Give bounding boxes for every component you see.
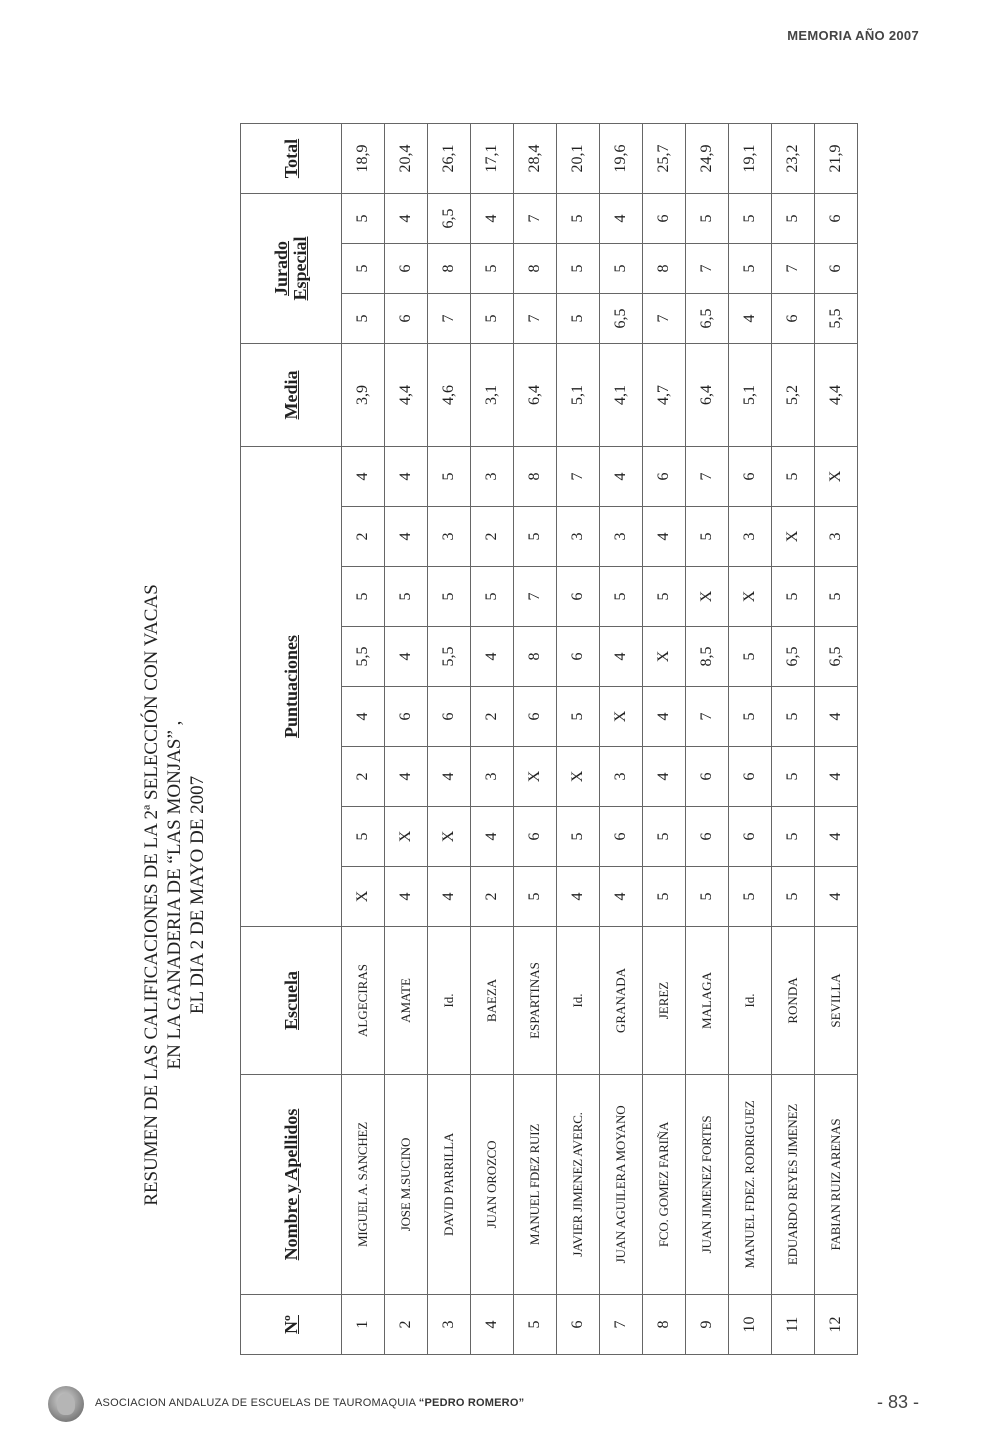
jurado-cell: 6,5 — [428, 194, 471, 244]
footer-text — [95, 1397, 524, 1409]
score-cell: 6,5 — [772, 627, 815, 687]
row-number: 8 — [643, 1295, 686, 1355]
score-cell: 4 — [600, 447, 643, 507]
header-jurado-line-2: Especial — [290, 236, 310, 301]
score-cell: X — [643, 627, 686, 687]
score-cell: 5 — [729, 687, 772, 747]
score-cell: 4 — [815, 807, 858, 867]
score-cell: 5 — [342, 567, 385, 627]
score-cell: 5 — [428, 567, 471, 627]
score-cell: 5 — [772, 687, 815, 747]
total-cell: 24,9 — [686, 124, 729, 194]
score-cell: 5 — [686, 507, 729, 567]
grades-table — [240, 123, 858, 1355]
jurado-cell: 7 — [428, 294, 471, 344]
score-cell: 4 — [385, 867, 428, 927]
score-cell: 2 — [342, 507, 385, 567]
score-cell: 5 — [772, 867, 815, 927]
score-cell: 6,5 — [815, 627, 858, 687]
title-line-3: EL DIA 2 DE MAYO DE 2007 — [187, 775, 208, 1015]
row-number: 5 — [514, 1295, 557, 1355]
header-label: MEMORIA AÑO 2007 — [787, 28, 919, 43]
media-cell: 4,4 — [385, 344, 428, 447]
total-cell: 23,2 — [772, 124, 815, 194]
score-cell: 5 — [557, 807, 600, 867]
score-cell: 4 — [557, 867, 600, 927]
school-name: Id. — [557, 927, 600, 1075]
row-number: 12 — [815, 1295, 858, 1355]
jurado-cell: 5 — [600, 244, 643, 294]
media-cell: 4,7 — [643, 344, 686, 447]
table-row — [557, 124, 600, 1355]
header-puntuaciones: Puntuaciones — [241, 447, 342, 927]
jurado-cell: 5 — [471, 244, 514, 294]
student-name: JUAN AGUILERA MOYANO — [600, 1075, 643, 1295]
title-line-2: EN LA GANADERIA DE “LAS MONJAS” , — [164, 720, 185, 1070]
jurado-cell: 7 — [643, 294, 686, 344]
school-name: BAEZA — [471, 927, 514, 1075]
header-name: Nombre y Apellidos — [241, 1075, 342, 1295]
score-cell: 4 — [600, 867, 643, 927]
score-cell: X — [686, 567, 729, 627]
score-cell: X — [342, 867, 385, 927]
score-cell: 4 — [643, 747, 686, 807]
score-cell: 2 — [471, 867, 514, 927]
rotated-content — [140, 75, 844, 1355]
score-cell: 4 — [428, 747, 471, 807]
score-cell: X — [557, 747, 600, 807]
table-row — [471, 124, 514, 1355]
score-cell: 5 — [643, 807, 686, 867]
row-number: 10 — [729, 1295, 772, 1355]
table-row — [514, 124, 557, 1355]
score-cell: 5 — [514, 507, 557, 567]
jurado-cell: 8 — [514, 244, 557, 294]
row-number: 9 — [686, 1295, 729, 1355]
score-cell: 6 — [729, 807, 772, 867]
school-name: MALAGA — [686, 927, 729, 1075]
score-cell: 3 — [815, 507, 858, 567]
total-cell: 25,7 — [643, 124, 686, 194]
total-cell: 19,1 — [729, 124, 772, 194]
media-cell: 5,1 — [729, 344, 772, 447]
score-cell: 5 — [772, 747, 815, 807]
score-cell: 6 — [643, 447, 686, 507]
jurado-cell: 6 — [385, 244, 428, 294]
school-name: GRANADA — [600, 927, 643, 1075]
total-cell: 20,4 — [385, 124, 428, 194]
header-jurado-line-1: Jurado — [271, 241, 291, 297]
school-name: ESPARTINAS — [514, 927, 557, 1075]
footer-association: ASOCIACION ANDALUZA DE ESCUELAS DE TAUROMAQUIA — [95, 1397, 419, 1409]
media-cell: 3,1 — [471, 344, 514, 447]
table-row — [686, 124, 729, 1355]
jurado-cell: 5 — [557, 294, 600, 344]
score-cell: 6 — [385, 687, 428, 747]
score-cell: 2 — [471, 687, 514, 747]
score-cell: 3 — [471, 447, 514, 507]
jurado-cell: 4 — [729, 294, 772, 344]
score-cell: 6 — [557, 627, 600, 687]
total-cell: 18,9 — [342, 124, 385, 194]
table-row — [600, 124, 643, 1355]
total-cell: 26,1 — [428, 124, 471, 194]
score-cell: 5 — [686, 867, 729, 927]
score-cell: 6 — [686, 807, 729, 867]
jurado-cell: 5 — [729, 244, 772, 294]
jurado-cell: 5,5 — [815, 294, 858, 344]
school-name: SEVILLA — [815, 927, 858, 1075]
table-row — [815, 124, 858, 1355]
school-name: RONDA — [772, 927, 815, 1075]
school-name: AMATE — [385, 927, 428, 1075]
header-school: Escuela — [241, 927, 342, 1075]
jurado-cell: 6 — [815, 244, 858, 294]
score-cell: X — [815, 447, 858, 507]
score-cell: 5,5 — [342, 627, 385, 687]
jurado-cell: 5 — [342, 194, 385, 244]
score-cell: 3 — [557, 507, 600, 567]
score-cell: 3 — [600, 507, 643, 567]
table-row — [385, 124, 428, 1355]
grades-body — [342, 124, 858, 1355]
score-cell: 6 — [686, 747, 729, 807]
score-cell: 7 — [514, 567, 557, 627]
score-cell: 7 — [686, 687, 729, 747]
score-cell: 8,5 — [686, 627, 729, 687]
score-cell: X — [729, 567, 772, 627]
score-cell: 8 — [514, 447, 557, 507]
score-cell: 5 — [643, 567, 686, 627]
table-row — [428, 124, 471, 1355]
score-cell: 5 — [557, 687, 600, 747]
jurado-cell: 6 — [772, 294, 815, 344]
student-name: JUAN JIMENEZ FORTES — [686, 1075, 729, 1295]
footer-association-name: “PEDRO ROMERO” — [418, 1397, 525, 1409]
jurado-cell: 5 — [729, 194, 772, 244]
title-line-1: RESUMEN DE LAS CALIFICACIONES DE LA 2ª SELECCIÓN CON VACAS — [141, 584, 162, 1206]
media-cell: 4,4 — [815, 344, 858, 447]
student-name: FCO. GOMEZ FARIÑA — [643, 1075, 686, 1295]
header-num: Nº — [241, 1295, 342, 1355]
score-cell: 3 — [600, 747, 643, 807]
score-cell: X — [428, 807, 471, 867]
score-cell: 4 — [342, 687, 385, 747]
score-cell: 4 — [385, 627, 428, 687]
score-cell: X — [600, 687, 643, 747]
page-number: - 83 - — [876, 1392, 919, 1412]
score-cell: 4 — [643, 507, 686, 567]
score-cell: 7 — [557, 447, 600, 507]
score-cell: 5 — [815, 567, 858, 627]
score-cell: 4 — [471, 627, 514, 687]
score-cell: 2 — [342, 747, 385, 807]
score-cell: 5 — [514, 867, 557, 927]
score-cell: 4 — [385, 747, 428, 807]
jurado-cell: 7 — [686, 244, 729, 294]
jurado-cell: 4 — [471, 194, 514, 244]
row-number: 1 — [342, 1295, 385, 1355]
media-cell: 4,6 — [428, 344, 471, 447]
jurado-cell: 5 — [772, 194, 815, 244]
score-cell: 4 — [342, 447, 385, 507]
school-name: ALGECIRAS — [342, 927, 385, 1075]
score-cell: 4 — [385, 507, 428, 567]
score-cell: 5 — [729, 627, 772, 687]
jurado-cell: 7 — [514, 194, 557, 244]
score-cell: 7 — [686, 447, 729, 507]
score-cell: X — [514, 747, 557, 807]
total-cell: 28,4 — [514, 124, 557, 194]
score-cell: 5 — [643, 867, 686, 927]
score-cell: 5 — [772, 567, 815, 627]
score-cell: 5 — [600, 567, 643, 627]
header-total: Total — [241, 124, 342, 194]
score-cell: 4 — [815, 867, 858, 927]
student-name: DAVID PARRILLA — [428, 1075, 471, 1295]
header-jurado — [241, 194, 342, 344]
score-cell: 5 — [385, 567, 428, 627]
row-number: 2 — [385, 1295, 428, 1355]
student-name: JAVIER JIMENEZ AVERC. — [557, 1075, 600, 1295]
score-cell: 6 — [557, 567, 600, 627]
total-cell: 19,6 — [600, 124, 643, 194]
jurado-cell: 5 — [342, 294, 385, 344]
score-cell: 5 — [772, 807, 815, 867]
table-row — [729, 124, 772, 1355]
score-cell: 3 — [729, 507, 772, 567]
school-name: JEREZ — [643, 927, 686, 1075]
student-name: MANUEL FDEZ. RODRIGUEZ — [729, 1075, 772, 1295]
score-cell: 5 — [772, 447, 815, 507]
row-number: 6 — [557, 1295, 600, 1355]
jurado-cell: 6,5 — [600, 294, 643, 344]
score-cell: 6 — [428, 687, 471, 747]
jurado-cell: 7 — [514, 294, 557, 344]
student-name: MANUEL FDEZ RUIZ — [514, 1075, 557, 1295]
jurado-cell: 5 — [342, 244, 385, 294]
score-cell: 5 — [428, 447, 471, 507]
media-cell: 5,2 — [772, 344, 815, 447]
student-name: JUAN OROZCO — [471, 1075, 514, 1295]
document-title — [140, 435, 238, 1355]
jurado-cell: 4 — [600, 194, 643, 244]
jurado-cell: 8 — [428, 244, 471, 294]
total-cell: 17,1 — [471, 124, 514, 194]
student-name: MIGUEL A. SANCHEZ — [342, 1075, 385, 1295]
media-cell: 5,1 — [557, 344, 600, 447]
student-name: FABIAN RUIZ ARENAS — [815, 1075, 858, 1295]
school-name: Id. — [428, 927, 471, 1075]
jurado-cell: 6 — [643, 194, 686, 244]
score-cell: 4 — [643, 687, 686, 747]
score-cell: 6 — [514, 807, 557, 867]
jurado-cell: 6,5 — [686, 294, 729, 344]
media-cell: 6,4 — [686, 344, 729, 447]
jurado-cell: 4 — [385, 194, 428, 244]
row-number: 3 — [428, 1295, 471, 1355]
row-number: 7 — [600, 1295, 643, 1355]
header-media: Media — [241, 344, 342, 447]
score-cell: 6 — [729, 447, 772, 507]
score-cell: 2 — [471, 507, 514, 567]
jurado-cell: 6 — [385, 294, 428, 344]
score-cell: 5 — [342, 807, 385, 867]
media-cell: 4,1 — [600, 344, 643, 447]
media-cell: 6,4 — [514, 344, 557, 447]
jurado-cell: 5 — [557, 194, 600, 244]
total-cell: 20,1 — [557, 124, 600, 194]
score-cell: 4 — [471, 807, 514, 867]
row-number: 11 — [772, 1295, 815, 1355]
score-cell: 6 — [514, 687, 557, 747]
jurado-cell: 6 — [815, 194, 858, 244]
row-number: 4 — [471, 1295, 514, 1355]
student-name: JOSE M.SUCINO — [385, 1075, 428, 1295]
header-row — [241, 124, 342, 1355]
school-name: Id. — [729, 927, 772, 1075]
score-cell: 4 — [815, 687, 858, 747]
score-cell: 6 — [729, 747, 772, 807]
score-cell: 3 — [428, 507, 471, 567]
jurado-cell: 7 — [772, 244, 815, 294]
score-cell: 4 — [600, 627, 643, 687]
score-cell: 6 — [600, 807, 643, 867]
score-cell: 5 — [729, 867, 772, 927]
table-row — [342, 124, 385, 1355]
score-cell: X — [772, 507, 815, 567]
score-cell: 8 — [514, 627, 557, 687]
total-cell: 21,9 — [815, 124, 858, 194]
score-cell: 5 — [471, 567, 514, 627]
score-cell: X — [385, 807, 428, 867]
score-cell: 4 — [428, 867, 471, 927]
table-row — [772, 124, 815, 1355]
jurado-cell: 5 — [686, 194, 729, 244]
score-cell: 3 — [471, 747, 514, 807]
jurado-cell: 5 — [471, 294, 514, 344]
student-name: EDUARDO REYES JIMENEZ — [772, 1075, 815, 1295]
score-cell: 5,5 — [428, 627, 471, 687]
jurado-cell: 5 — [557, 244, 600, 294]
association-logo-icon — [48, 1386, 84, 1422]
table-row — [643, 124, 686, 1355]
score-cell: 4 — [385, 447, 428, 507]
media-cell: 3,9 — [342, 344, 385, 447]
jurado-cell: 8 — [643, 244, 686, 294]
score-cell: 4 — [815, 747, 858, 807]
